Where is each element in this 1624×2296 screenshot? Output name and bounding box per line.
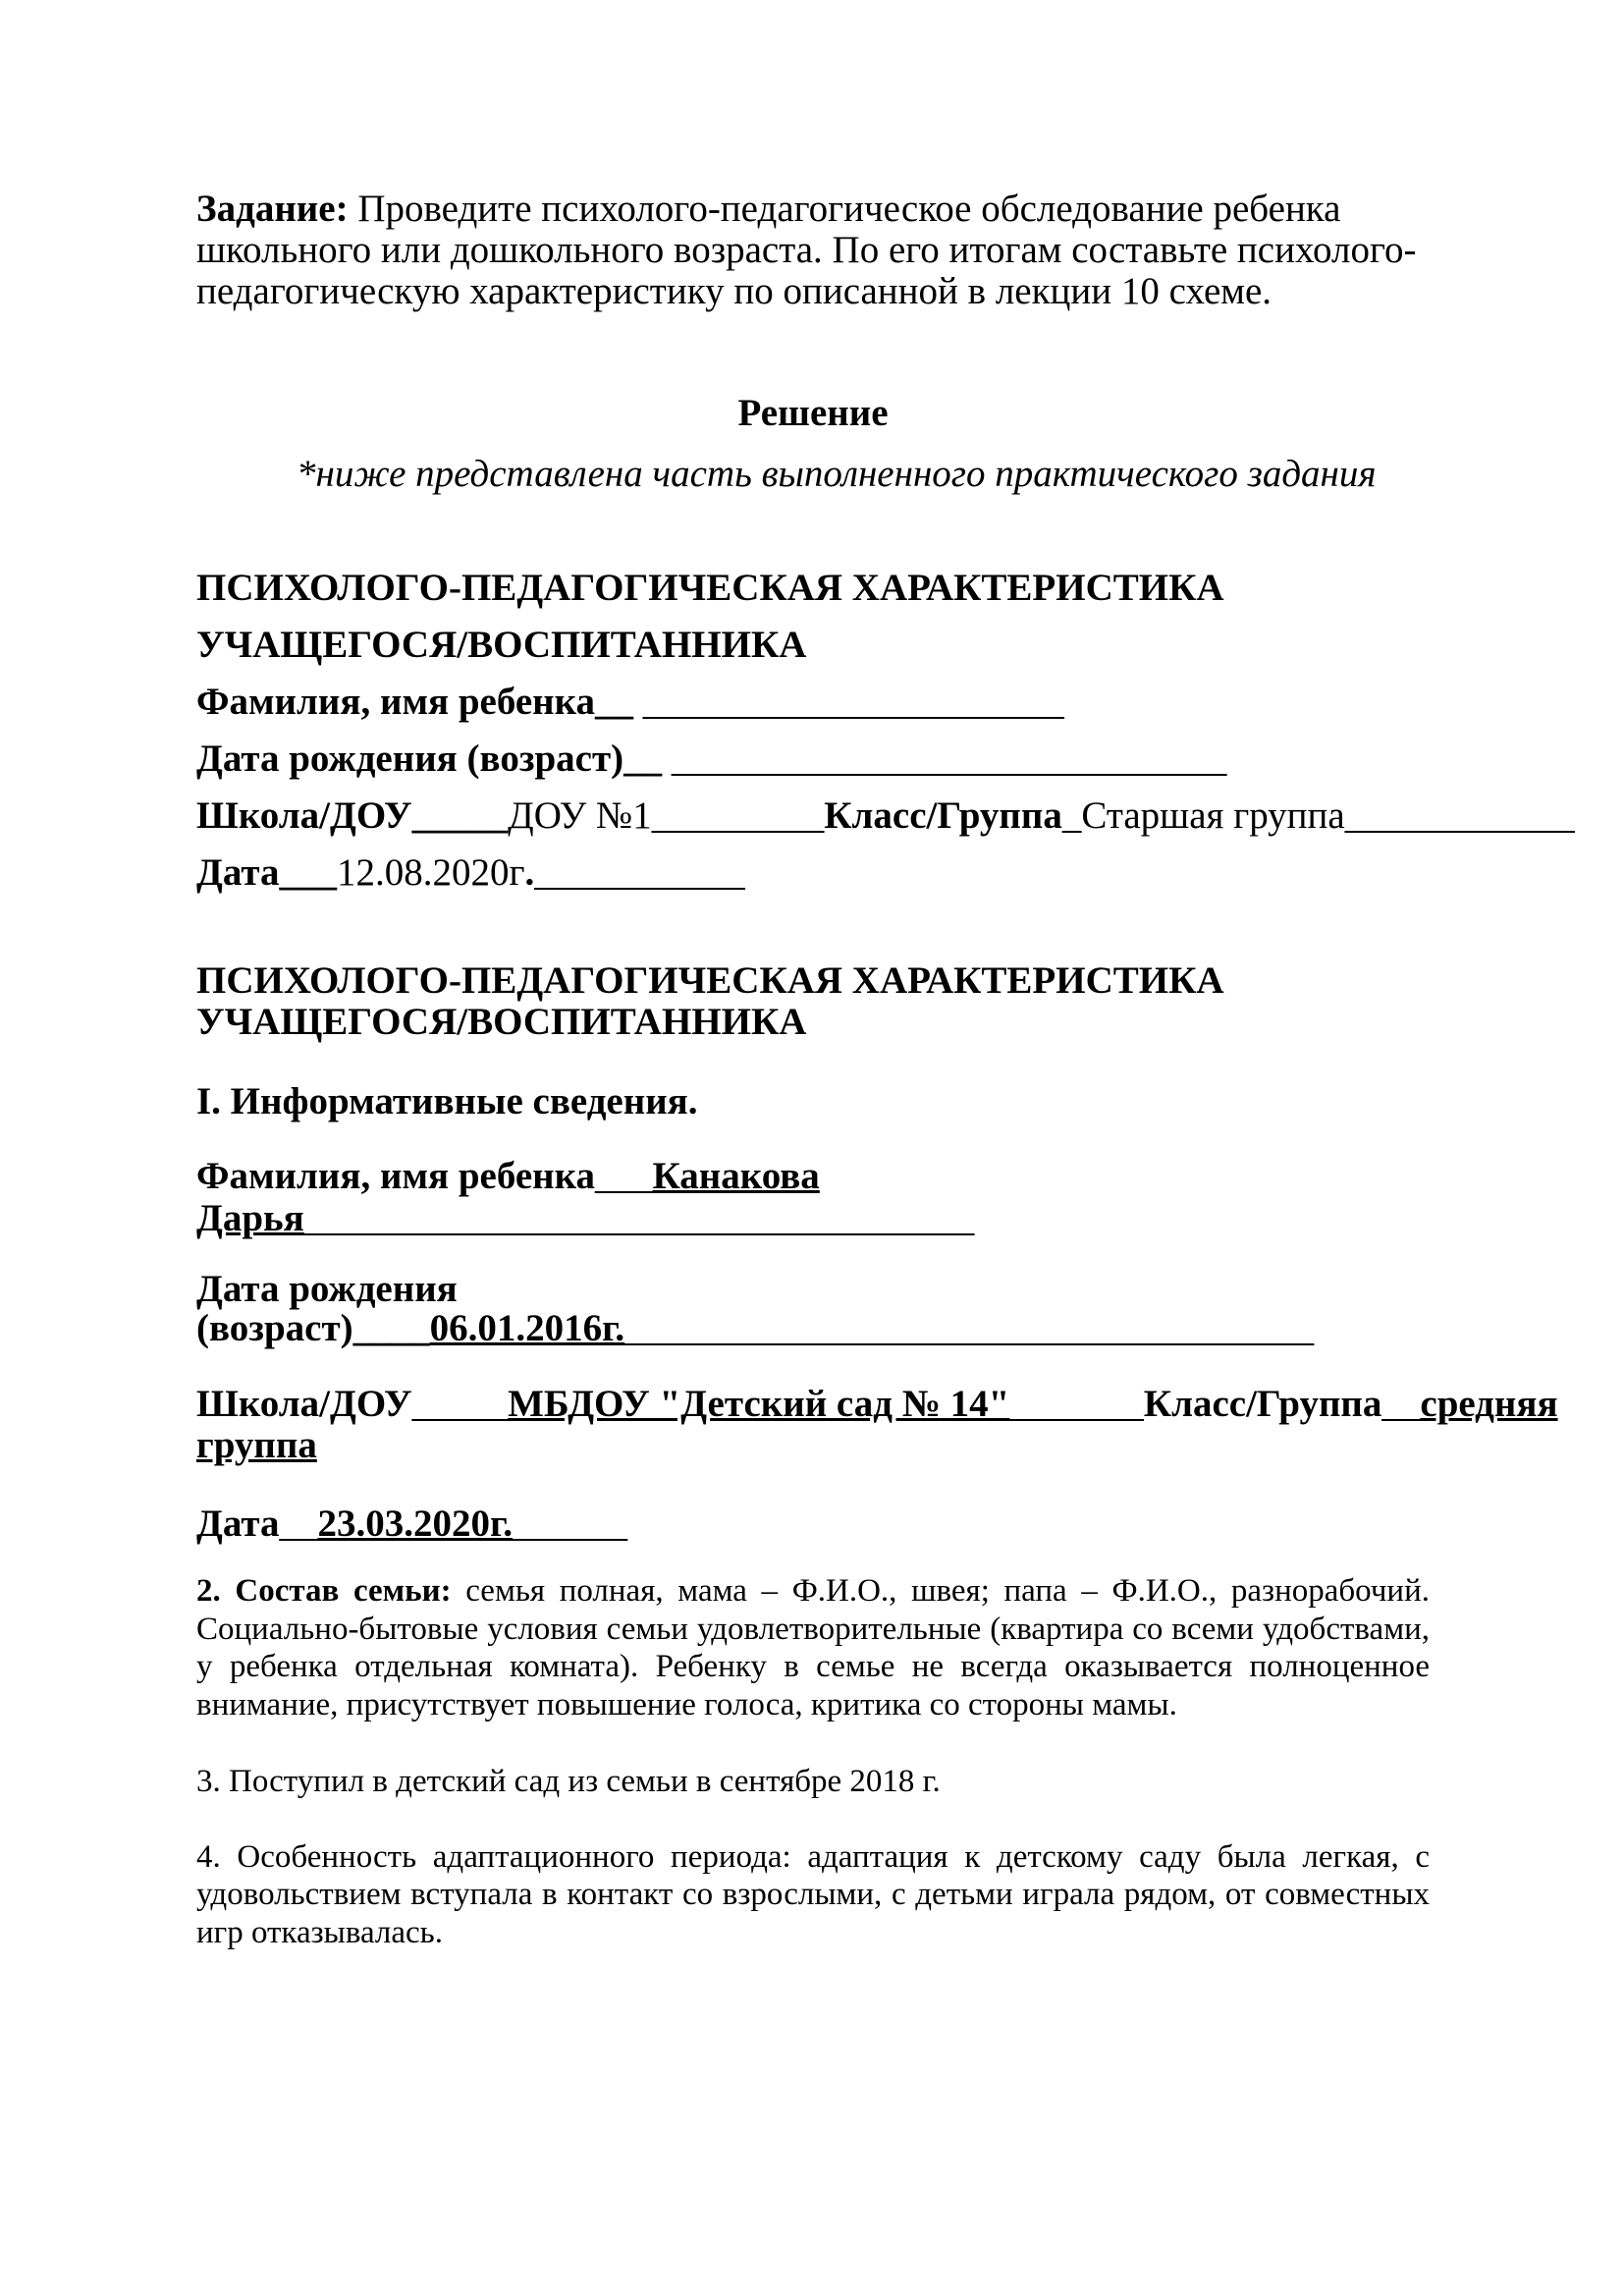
form2-title-line2: УЧАЩЕГОСЯ/ВОСПИТАННИКА: [196, 1001, 807, 1043]
section1-title: I. Информативные сведения.: [196, 1080, 698, 1122]
form1-title-line2: УЧАЩЕГОСЯ/ВОСПИТАННИКА: [196, 624, 807, 666]
form2-school-line1: [196, 1383, 1558, 1425]
form2-name-value-surname: Канакова: [652, 1155, 820, 1197]
form2-name-label: Фамилия, имя ребенка: [196, 1155, 596, 1197]
form2-birthdate-line2: [196, 1309, 1430, 1348]
form2-name-line2: [196, 1197, 1430, 1239]
form2-name-value-firstname: Дарья: [196, 1197, 304, 1239]
section4-paragraph: 4. Особенность адаптационного периода: адаптация к детскому саду была легкая, с удовольствием вступала в контакт со взрослыми, с детьми играла рядом, от совместных игр отказывалась.: [196, 1838, 1430, 1950]
form1-school-fill1: _____: [411, 794, 509, 837]
solution-note: *ниже представлена часть выполненного практического задания: [297, 453, 1377, 495]
form1-date-line: [196, 845, 1430, 902]
form2-name-line1: [196, 1155, 1430, 1197]
form2-group-value-part2: группа: [196, 1424, 317, 1466]
form2-birthdate-value: 06.01.2016г.: [429, 1307, 625, 1349]
solution-title: Решение: [737, 392, 889, 434]
form1-group-fill: _: [1061, 794, 1082, 837]
form2-name-block: [196, 1155, 1430, 1239]
form1-title-line1: ПСИХОЛОГО-ПЕДАГОГИЧЕСКАЯ ХАРАКТЕРИСТИКА: [196, 567, 1224, 609]
form2-group-fill: __: [1381, 1383, 1421, 1425]
form2-birthdate-fill1: ____: [352, 1307, 430, 1349]
form2-date-block: [196, 1503, 1430, 1545]
form2-school-fill2: _______: [1009, 1383, 1144, 1425]
task-paragraph: [196, 189, 1430, 312]
form-block-2-title: [196, 960, 1430, 1043]
form2-name-fill2: ___________________________________: [303, 1197, 975, 1239]
form2-school-line2: [196, 1425, 1430, 1466]
form2-group-label: Класс/Группа: [1143, 1383, 1382, 1425]
form2-school-block: [196, 1383, 1558, 1466]
form2-birthdate-fill2: ____________________________________: [624, 1307, 1315, 1349]
form2-title-line1: ПСИХОЛОГО-ПЕДАГОГИЧЕСКАЯ ХАРАКТЕРИСТИКА: [196, 959, 1224, 1002]
section2-label: 2. Состав семьи:: [196, 1573, 452, 1609]
form2-name-fill1: ___: [595, 1155, 653, 1197]
form1-date-fill1: ___: [279, 851, 337, 894]
form1-name-label: Фамилия, имя ребенка__: [196, 681, 634, 723]
form1-school-line: [196, 788, 1575, 845]
form2-group-value-part1: средняя: [1420, 1383, 1558, 1425]
section2-text: семья полная, мама – Ф.И.О., швея; папа – Ф.И.О., разнорабочий. Социально-бытовые условия семьи удовлетворительные (квартира со всеми удобствами, у ребенка отдельная комната). Ребенку в семье не всегда оказывается полноценное внимание, присутствует повышение голоса, критика со стороны мамы.: [196, 1573, 1430, 1722]
form2-birthdate-label-line2: (возраст): [196, 1307, 353, 1349]
form2-school-value: МБДОУ "Детский сад № 14": [508, 1383, 1010, 1425]
form1-name-line: [196, 674, 1430, 731]
form1-group-label: Класс/Группа: [824, 794, 1062, 837]
form1-date-label: Дата: [196, 851, 280, 894]
form2-date-line: [196, 1503, 1430, 1545]
form1-school-fill2: _________: [651, 794, 825, 837]
form1-group-fill2: ____________: [1344, 794, 1575, 837]
form2-school-fill1: _____: [411, 1383, 509, 1425]
form2-date-fill2: ______: [513, 1503, 628, 1545]
form1-school-label: Школа/ДОУ: [196, 794, 412, 837]
form1-date-fill2: ___________: [534, 851, 745, 894]
form2-date-fill1: __: [279, 1503, 318, 1545]
form1-name-blank: ______________________: [633, 681, 1064, 723]
form1-date-value: 12.08.2020г: [336, 851, 525, 894]
form2-birthdate-label-line1: Дата рождения: [196, 1268, 458, 1310]
task-text: Проведите психолого-педагогическое обследование ребенка школьного или дошкольного возраста. По его итогам составьте психолого-педагогическую характеристику по описанной в лекции 10 схеме.: [196, 188, 1417, 312]
form1-birthdate-line: [196, 731, 1430, 788]
form1-birthdate-blank: _____________________________: [662, 738, 1227, 780]
section2-paragraph: [196, 1572, 1430, 1723]
form1-date-dot: .: [524, 851, 535, 894]
form1-birthdate-label: Дата рождения (возраст)__: [196, 738, 663, 780]
form1-group-value: Старшая группа: [1081, 794, 1345, 837]
task-label: Задание:: [196, 188, 349, 230]
form-block-1: [196, 560, 1575, 902]
section3-paragraph: 3. Поступил в детский сад из семьи в сентябре 2018 г.: [196, 1764, 941, 1799]
form2-date-value: 23.03.2020г.: [317, 1503, 514, 1545]
form2-birthdate-block: [196, 1270, 1430, 1348]
form2-date-label: Дата: [196, 1503, 280, 1545]
form2-school-label: Школа/ДОУ: [196, 1383, 412, 1425]
form1-school-value: ДОУ №1: [508, 794, 652, 837]
